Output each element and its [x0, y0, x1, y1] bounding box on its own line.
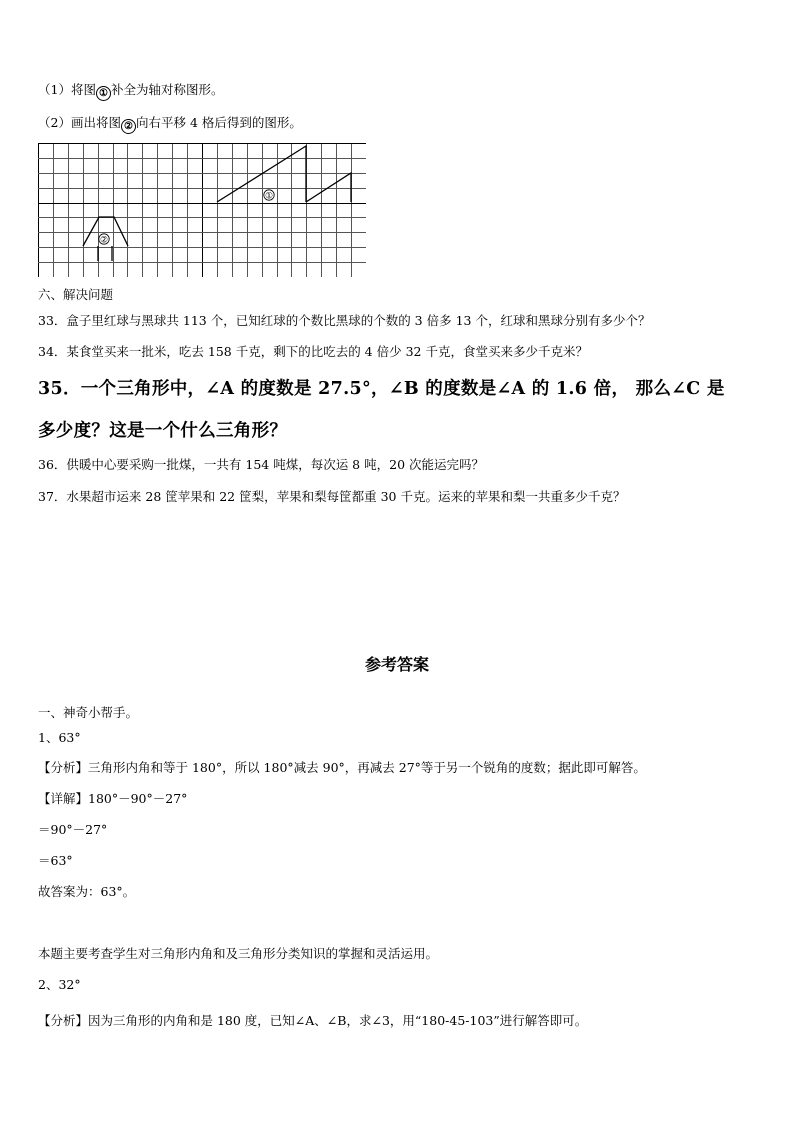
- figure-1-shape: [217, 146, 306, 202]
- question-part-2: （2）画出将图 ② 向右平移 4 格后得到的图形。: [38, 115, 302, 132]
- problem-36: 36．供暖中心要采购一批煤，一共有 154 吨煤，每次运 8 吨，20 次能运完吗？: [38, 457, 484, 472]
- answer-2: 2、32°: [38, 977, 81, 992]
- section-6-heading: 六、解决问题: [38, 287, 114, 302]
- figure-1-partial: [306, 173, 351, 202]
- answer-1-conclusion: 故答案为：63°。: [38, 884, 136, 899]
- answer-2-analysis: 【分析】因为三角形的内角和是 180 度，已知∠A、∠B，求∠3，用“180-45-103”进行解答即可。: [38, 1013, 588, 1028]
- question-part-1: （1）将图 ① 补全为轴对称图形。: [38, 82, 224, 99]
- answer-1-step-3: ＝63°: [38, 853, 73, 868]
- problem-37: 37．水果超市运来 28 筐苹果和 22 筐梨，苹果和梨每筐都重 30 千克。运来的苹果和梨一共重多少千克？: [38, 489, 626, 504]
- answer-1-summary: 本题主要考查学生对三角形内角和及三角形分类知识的掌握和灵活运用。: [38, 946, 439, 961]
- answer-1: 1、63°: [38, 730, 81, 745]
- answers-section-1: 一、神奇小帮手。: [38, 705, 139, 720]
- answer-1-detail: 【详解】180°－90°－27°: [38, 791, 188, 806]
- circled-mark-2: ②: [121, 119, 136, 134]
- problem-34: 34．某食堂买来一批米，吃去 158 千克，剩下的比吃去的 4 倍少 32 千克，食堂买来多少千克米？: [38, 344, 588, 359]
- grid-figure: [38, 143, 366, 277]
- problem-33: 33．盒子里红球与黑球共 113 个，已知红球的个数比黑球的个数的 3 倍多 13 个，红球和黑球分别有多少个？: [38, 313, 651, 328]
- figure-2-label: ②: [99, 235, 109, 246]
- answer-1-analysis: 【分析】三角形内角和等于 180°，所以 180°减去 90°，再减去 27°等于另一个锐角的度数；据此即可解答。: [38, 760, 646, 775]
- problem-35-line-2: 多少度？这是一个什么三角形？: [38, 421, 288, 441]
- answer-1-step-2: ＝90°－27°: [38, 822, 108, 837]
- answers-title: 参考答案: [364, 655, 429, 674]
- figure-1-label: ①: [264, 191, 274, 202]
- problem-35-line-1: 35．一个三角形中，∠A 的度数是 27.5°，∠B 的度数是∠A 的 1.6 倍， 那么∠C 是: [38, 379, 725, 399]
- circled-mark-1: ①: [96, 86, 111, 101]
